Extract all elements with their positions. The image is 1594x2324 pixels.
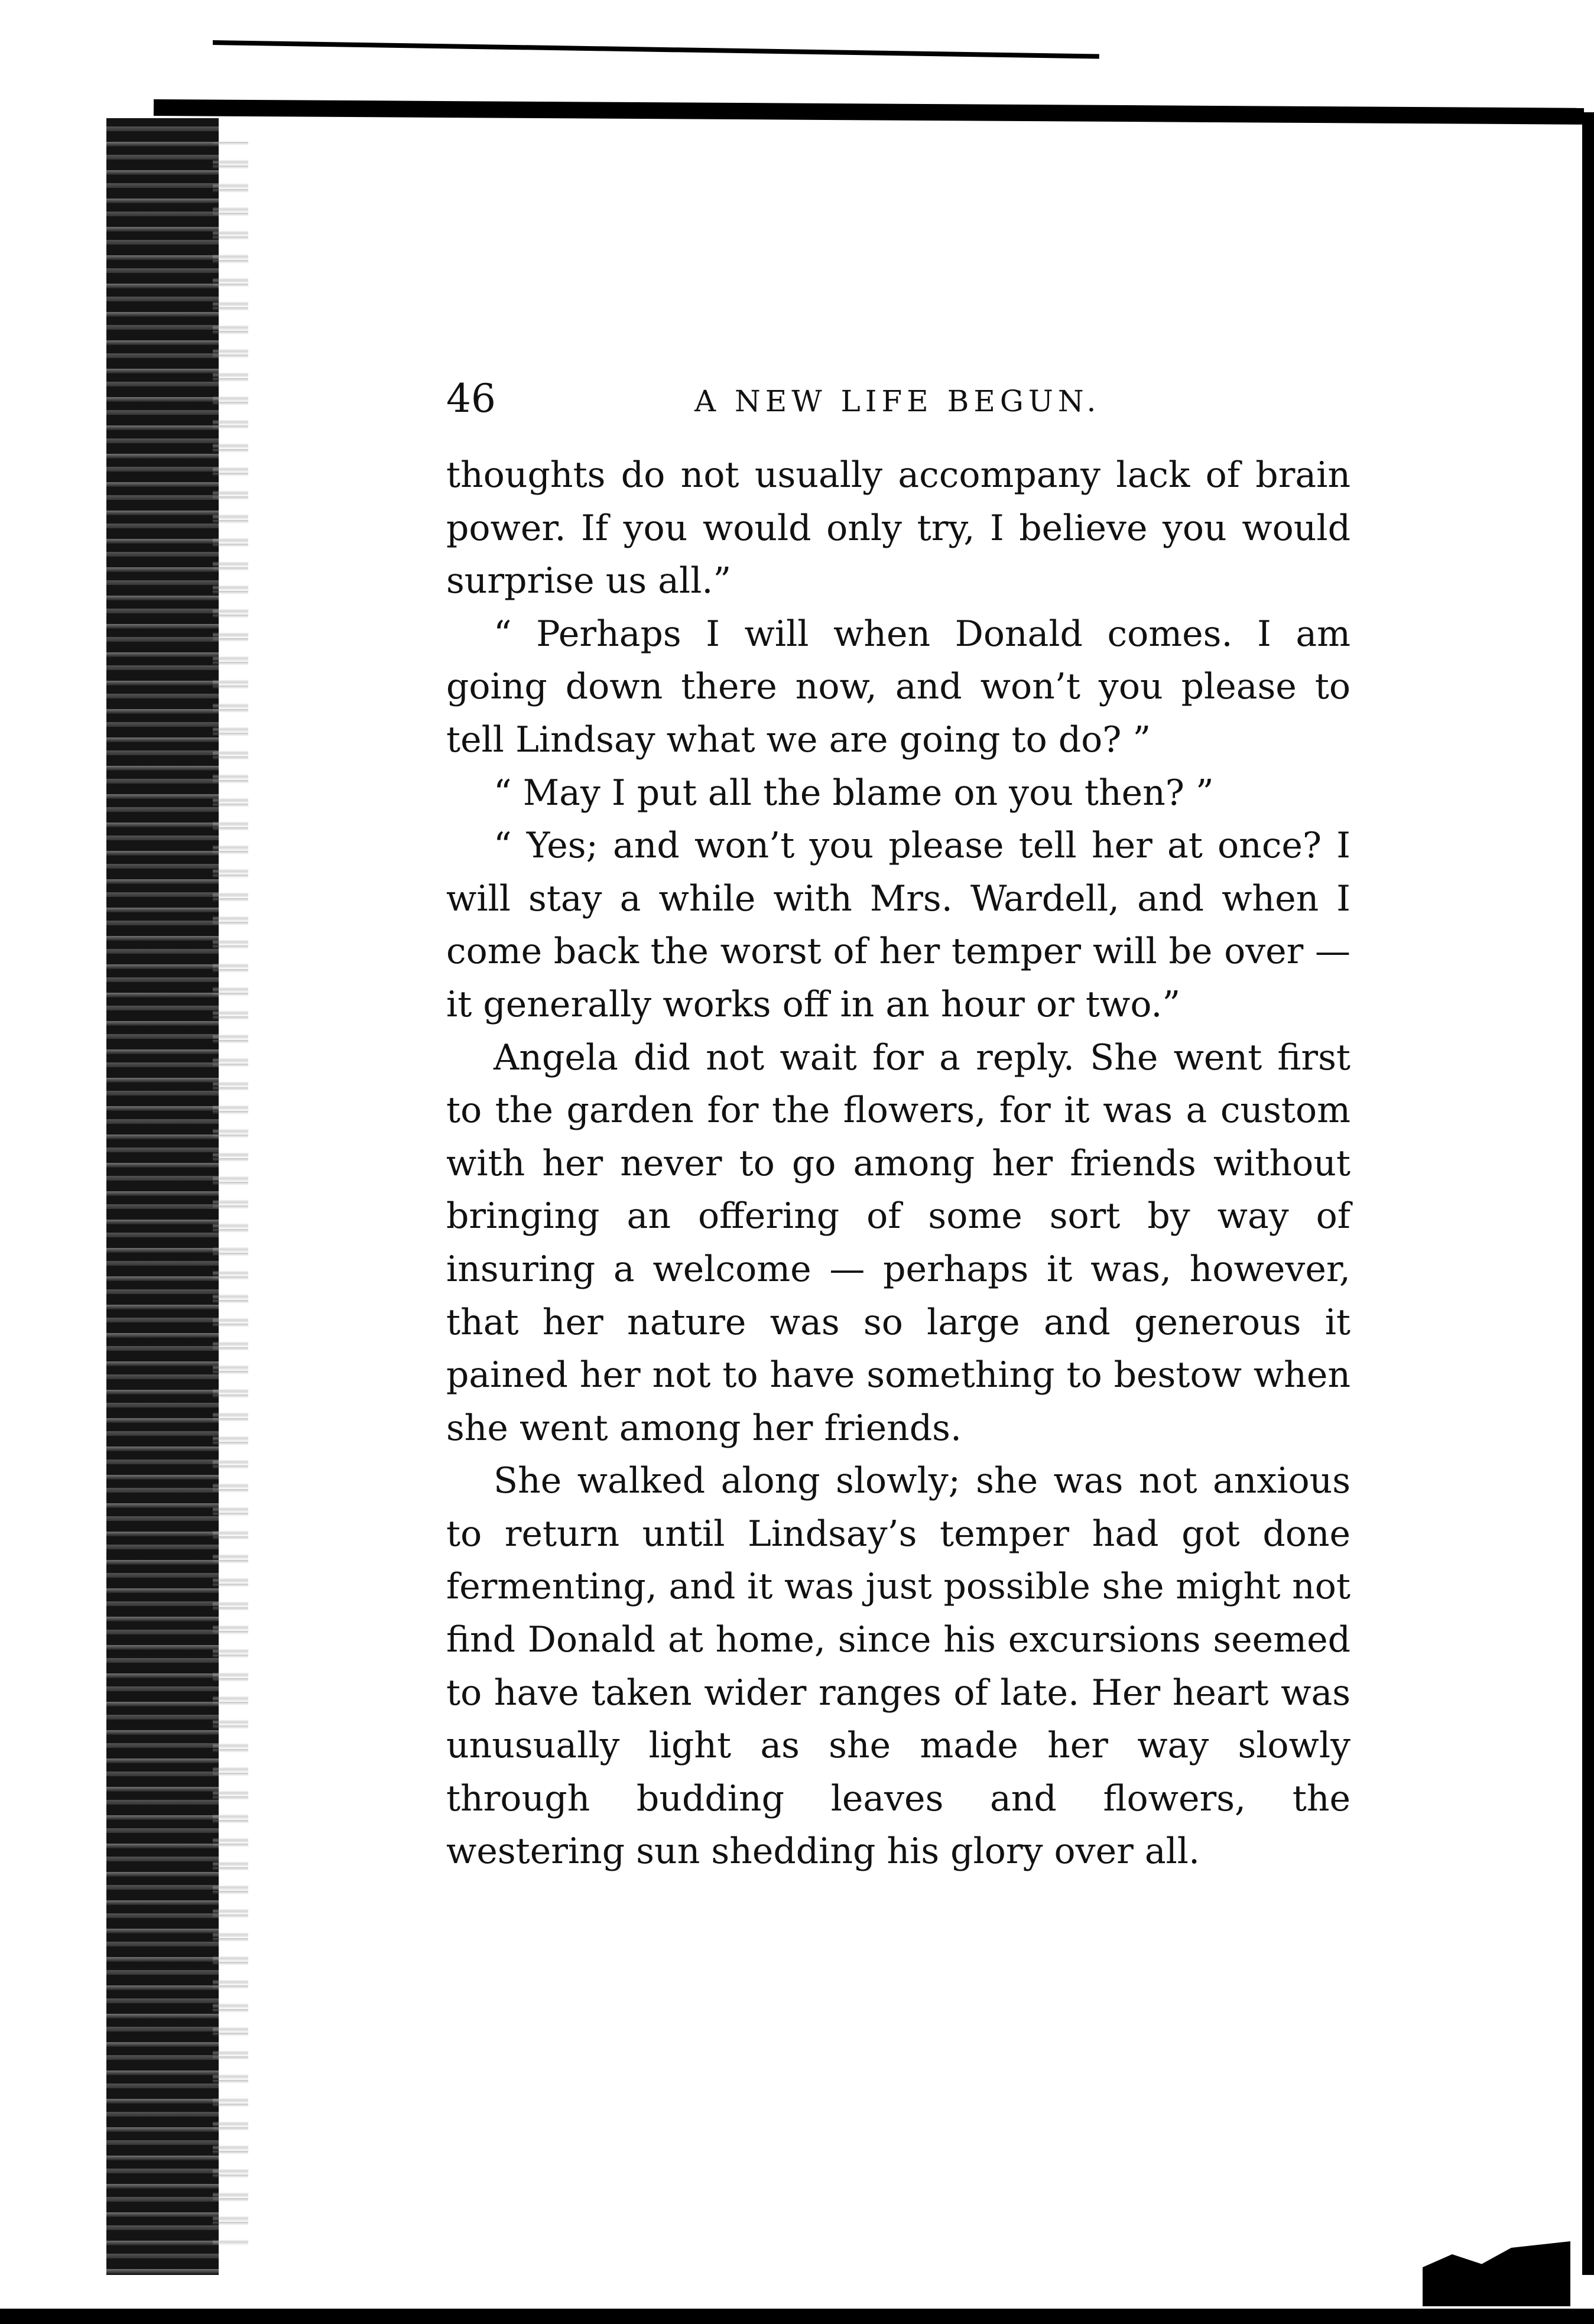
body-text <box>446 449 1350 1878</box>
running-title: A NEW LIFE BEGUN. <box>694 384 1101 418</box>
paragraph: “ Yes; and won’t you please tell her at once? I will stay a while with Mrs. Wardell, and when I come back the worst of her temper will be over — it generally works off in an hour or two.” <box>446 825 1350 1025</box>
paragraph: She walked along slowly; she was not anxious to return until Lindsay’s temper had got done fermenting, and it was just possible she might not find Donald at home, since his excursions seemed to have taken wider ranges of late. Her heart was unusually light as she made her way slowly through budding leaves and flowers, the westering sun shedding his glory over all. <box>446 1460 1350 1873</box>
page-number: 46 <box>446 376 496 421</box>
scan-corner-mark <box>1423 2241 1570 2306</box>
scan-right-border <box>1582 112 1594 2275</box>
paragraph: “ May I put all the blame on you then? ” <box>494 772 1214 814</box>
book-binding-shadow <box>106 118 219 2275</box>
paragraph: Angela did not wait for a reply. She went first to the garden for the flowers, for it was a custom with her never to go among her friends without bringing an offering of some sort by way of insuring a welcome — perhaps it was, however, that her nature was so large and generous it pained her not to have something to bestow when she went among her friends. <box>446 1036 1350 1449</box>
scan-bottom-border <box>0 2309 1594 2324</box>
book-page <box>446 372 1350 1878</box>
paragraph: thoughts do not usually accompany lack of brain power. If you would only try, I believe you would surprise us all.” <box>446 454 1350 602</box>
scan-top-border <box>154 99 1584 125</box>
paragraph: “ Perhaps I will when Donald comes. I am going down there now, and won’t you please to tell Lindsay what we are going to do? ” <box>446 613 1350 760</box>
scan-edge-thin <box>213 40 1099 59</box>
binding-texture <box>213 142 248 2245</box>
running-head <box>446 372 1350 425</box>
